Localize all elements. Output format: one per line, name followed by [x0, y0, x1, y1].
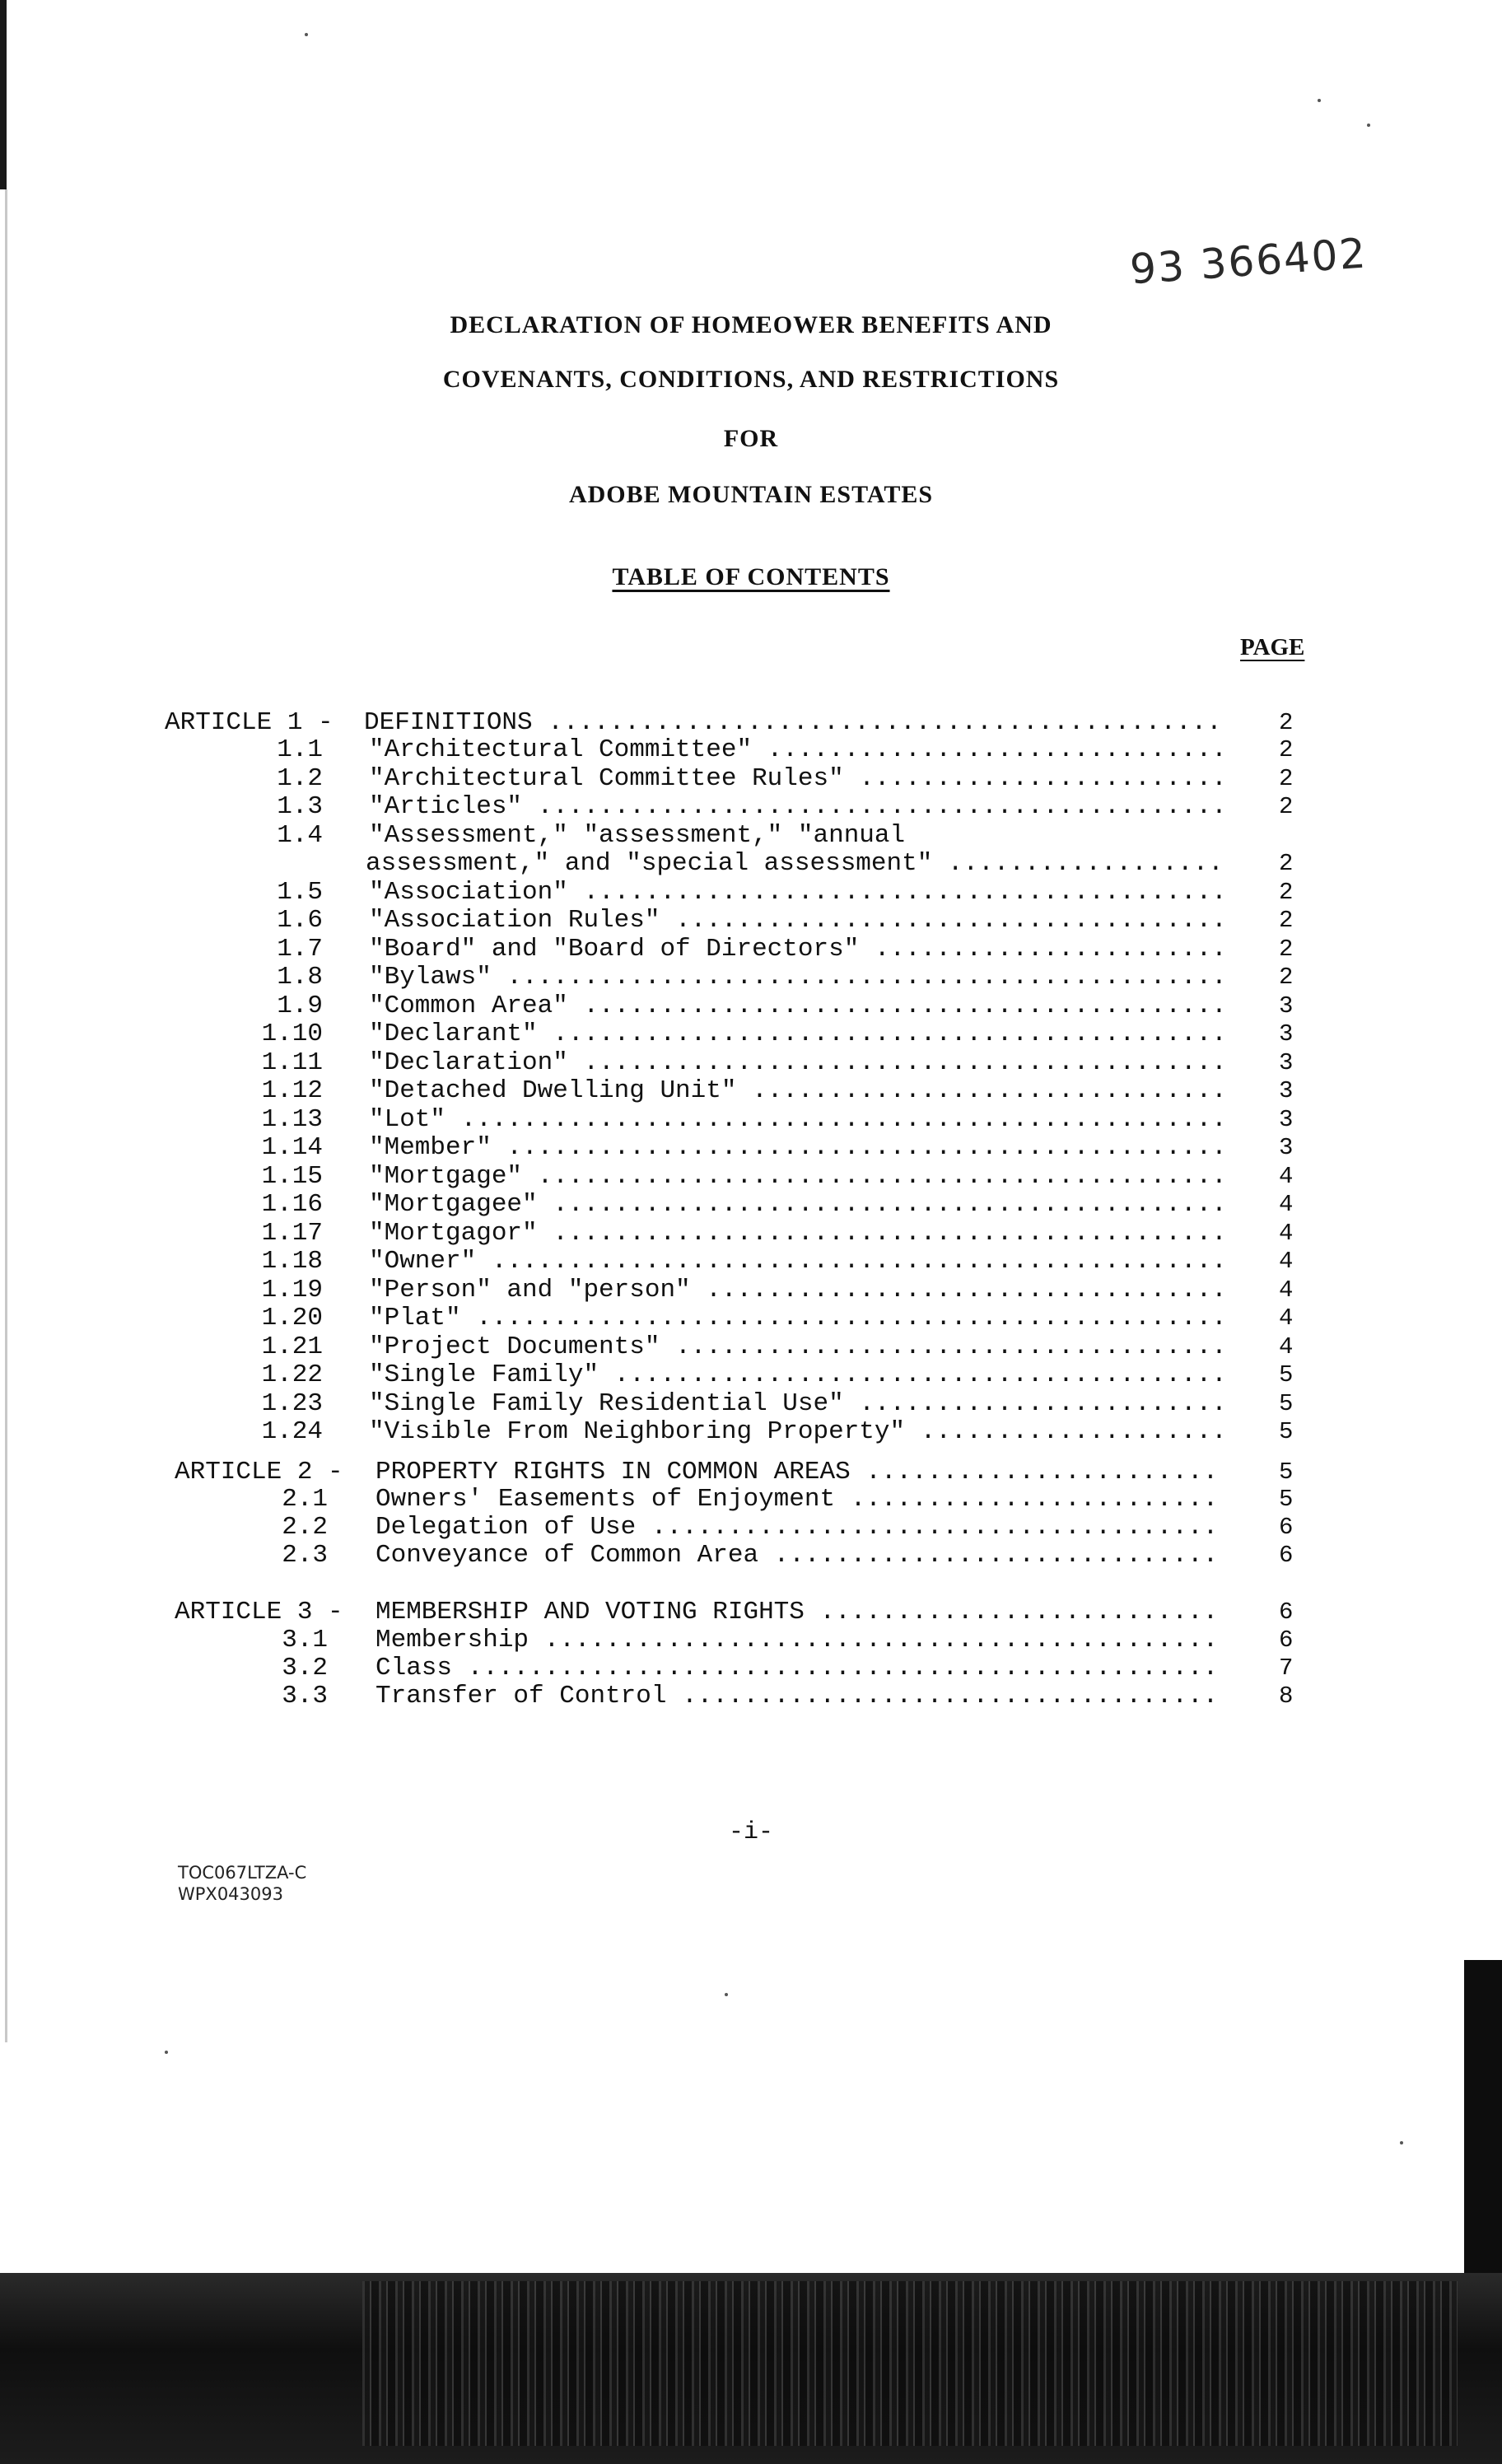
scan-speck [165, 2051, 168, 2054]
article-title: PROPERTY RIGHTS IN COMMON AREAS ..... [376, 1458, 1224, 1487]
scan-bottom-artifact [0, 2273, 1502, 2464]
toc-entry [0, 821, 1502, 851]
scan-speck [725, 1993, 728, 1996]
toc-heading-text: TABLE OF CONTENTS [612, 563, 890, 590]
page-number: 4 [1279, 1191, 1294, 1218]
toc-entry [0, 1626, 1502, 1655]
section-title: "Assessment," "assessment," "annual [369, 820, 906, 850]
section-number: 1.4 [277, 820, 323, 850]
article-heading [0, 1458, 1502, 1487]
toc-entry [0, 963, 1502, 992]
section-number: 1.18 [261, 1247, 323, 1276]
section-title: Transfer of Control ..... [376, 1682, 1224, 1711]
section-title: "Mortgagor" ..... [369, 1219, 1224, 1248]
toc-entry [0, 1417, 1502, 1447]
page-number: 2 [1279, 736, 1294, 763]
toc-entry [0, 1276, 1502, 1305]
page-number: 7 [1279, 1654, 1294, 1682]
section-number: 1.3 [277, 792, 323, 821]
section-title: "Plat" ..... [369, 1304, 1224, 1333]
section-title: "Single Family" ..... [369, 1360, 1224, 1390]
toc-entry [0, 1219, 1502, 1248]
page-number: 6 [1279, 1542, 1294, 1569]
section-number: 1.11 [261, 1048, 323, 1077]
section-title: "Owner" ..... [369, 1247, 1224, 1276]
section-number: 1.23 [261, 1388, 323, 1418]
toc-entry [0, 1682, 1502, 1711]
page-number: 3 [1279, 1077, 1294, 1104]
document-title-line-2: COVENANTS, CONDITIONS, AND RESTRICTIONS [442, 366, 1060, 393]
toc-entry-continuation [0, 849, 1502, 879]
article-title: MEMBERSHIP AND VOTING RIGHTS ..... [376, 1598, 1224, 1627]
toc-entry [0, 906, 1502, 936]
page-number: 4 [1279, 1332, 1294, 1360]
scan-speck [1367, 124, 1370, 127]
page-number-footer: -i- [728, 1818, 773, 1846]
document-code: WPX043093 [178, 1884, 283, 1904]
article-heading [0, 1598, 1502, 1627]
section-title: "Association Rules" ..... [369, 906, 1224, 936]
section-number: 1.5 [277, 877, 323, 907]
toc-entry [0, 1304, 1502, 1333]
section-title: "Architectural Committee" ..... [369, 735, 1224, 765]
page-number: 5 [1279, 1389, 1294, 1417]
section-number: 1.21 [261, 1332, 323, 1361]
toc-entry [0, 1513, 1502, 1542]
toc-entry [0, 1360, 1502, 1390]
page-number: 2 [1279, 878, 1294, 906]
toc-entry [0, 1247, 1502, 1276]
section-number: 1.13 [261, 1104, 323, 1134]
toc-entry [0, 1332, 1502, 1362]
section-title: "Lot" ..... [369, 1105, 1224, 1135]
section-title: "Single Family Residential Use" ..... [369, 1389, 1224, 1419]
page-number: 2 [1279, 935, 1294, 963]
page-number: 5 [1279, 1418, 1294, 1445]
section-number: 1.14 [261, 1133, 323, 1162]
section-number: 1.12 [261, 1076, 323, 1105]
section-title: "Architectural Committee Rules" ..... [369, 764, 1224, 794]
toc-entry [0, 1190, 1502, 1220]
section-number: 1.8 [277, 963, 323, 992]
toc-entry [0, 735, 1502, 765]
toc-entry [0, 792, 1502, 822]
section-title: "Detached Dwelling Unit" ..... [369, 1076, 1224, 1106]
section-number: 1.9 [277, 991, 323, 1020]
page-number: 4 [1279, 1248, 1294, 1275]
page-number: 2 [1279, 793, 1294, 820]
toc-entry [0, 878, 1502, 908]
section-title: "Person" and "person" ..... [369, 1276, 1224, 1305]
toc-entry [0, 1048, 1502, 1078]
toc-entry [0, 1485, 1502, 1514]
section-number: 1.15 [261, 1161, 323, 1191]
page-number: 3 [1279, 1020, 1294, 1048]
section-number: 1.22 [261, 1360, 323, 1389]
toc-entry [0, 1105, 1502, 1135]
page-number: 5 [1279, 1361, 1294, 1388]
page-number: 5 [1279, 1458, 1294, 1486]
toc-entry [0, 1020, 1502, 1049]
section-number: 1.1 [277, 735, 323, 764]
section-number: 3.3 [282, 1682, 328, 1710]
page-number: 4 [1279, 1162, 1294, 1190]
page-number: 5 [1279, 1486, 1294, 1513]
toc-entry [0, 935, 1502, 964]
page-number: 3 [1279, 1105, 1294, 1133]
section-title: "Member" ..... [369, 1133, 1224, 1163]
page-number: 2 [1279, 964, 1294, 991]
page-number: 2 [1279, 907, 1294, 934]
page-number: 6 [1279, 1598, 1294, 1626]
section-number: 1.16 [261, 1190, 323, 1219]
section-title: Conveyance of Common Area ..... [376, 1541, 1224, 1570]
toc-entry [0, 1654, 1502, 1683]
toc-entry [0, 992, 1502, 1021]
toc-entry [0, 1133, 1502, 1163]
section-title: "Declarant" ..... [369, 1020, 1224, 1049]
scan-speck [1400, 2141, 1403, 2144]
toc-entry [0, 1389, 1502, 1419]
scan-speck [305, 33, 308, 36]
section-title: "Mortgagee" ..... [369, 1190, 1224, 1220]
recording-number-stamp: 93 366402 [1128, 229, 1369, 294]
section-title: "Board" and "Board of Directors" ..... [369, 935, 1224, 964]
section-number: 1.19 [261, 1275, 323, 1304]
section-number: 1.17 [261, 1218, 323, 1248]
page-number: 6 [1279, 1626, 1294, 1654]
scan-edge-artifact [0, 0, 7, 189]
section-number: 1.24 [261, 1417, 323, 1446]
page-number: 2 [1279, 764, 1294, 792]
article-label: ARTICLE 2 - [175, 1458, 343, 1486]
article-label: ARTICLE 3 - [175, 1598, 343, 1626]
toc-entry [0, 1076, 1502, 1106]
section-title: "Declaration" ..... [369, 1048, 1224, 1078]
page-number: 2 [1279, 709, 1294, 736]
section-title: "Common Area" ..... [369, 992, 1224, 1021]
section-number: 1.10 [261, 1020, 323, 1048]
section-title: "Association" ..... [369, 878, 1224, 908]
section-title: "Visible From Neighboring Property" ..... [369, 1417, 1224, 1447]
section-title: Membership ..... [376, 1626, 1224, 1655]
section-number: 2.1 [282, 1485, 328, 1514]
section-number: 1.6 [277, 906, 323, 935]
document-title-line-3: FOR [723, 425, 779, 452]
toc-entry [0, 1541, 1502, 1570]
page-number: 3 [1279, 1048, 1294, 1076]
document-title-line-1: DECLARATION OF HOMEOWER BENEFITS AND [450, 311, 1052, 338]
page-number: 8 [1279, 1682, 1294, 1710]
article-label: ARTICLE 1 - [165, 708, 334, 737]
toc-entry [0, 1162, 1502, 1192]
section-title: Delegation of Use ..... [376, 1513, 1224, 1542]
section-number: 2.2 [282, 1513, 328, 1542]
section-number: 1.2 [277, 763, 323, 793]
article-title: DEFINITIONS ..... [364, 708, 1220, 738]
section-title: "Project Documents" ..... [369, 1332, 1224, 1362]
section-number: 3.1 [282, 1626, 328, 1654]
section-title: Owners' Easements of Enjoyment ..... [376, 1485, 1224, 1514]
section-number: 1.20 [261, 1304, 323, 1332]
document-title-line-4: ADOBE MOUNTAIN ESTATES [568, 481, 934, 508]
page-number: 3 [1279, 992, 1294, 1020]
toc-entry [0, 764, 1502, 794]
document-code: TOC067LTZA-C [178, 1863, 307, 1883]
section-number: 3.2 [282, 1654, 328, 1682]
section-title-continued: assessment," and "special assessment" ..... [366, 849, 1224, 879]
page-number: 4 [1279, 1219, 1294, 1247]
section-title: "Bylaws" ..... [369, 963, 1224, 992]
page-number: 4 [1279, 1276, 1294, 1304]
toc-heading [0, 563, 1502, 591]
page-number: 2 [1279, 850, 1294, 877]
section-number: 2.3 [282, 1541, 328, 1570]
page-number: 6 [1279, 1514, 1294, 1541]
section-title: "Articles" ..... [369, 792, 1224, 822]
page-column-heading: PAGE [1240, 634, 1305, 660]
scan-speck [1318, 99, 1321, 102]
section-title: Class ..... [376, 1654, 1224, 1683]
section-title: "Mortgage" ..... [369, 1162, 1224, 1192]
page-number: 4 [1279, 1304, 1294, 1332]
section-number: 1.7 [277, 934, 323, 964]
article-heading [0, 708, 1502, 738]
page-number: 3 [1279, 1134, 1294, 1161]
